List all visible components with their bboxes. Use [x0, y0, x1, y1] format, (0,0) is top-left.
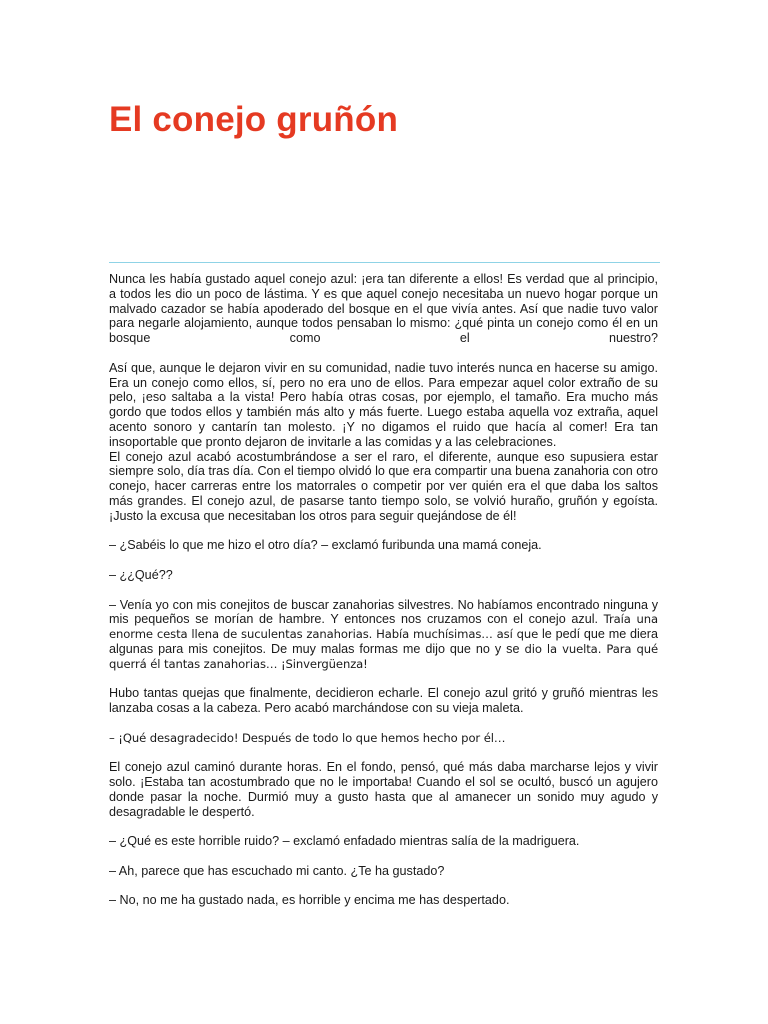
story-body — [109, 272, 658, 923]
paragraph-1: Nunca les había gustado aquel conejo azul: ¡era tan diferente a ellos! Es verdad que al principio, a todos les dio un poco de lástima. Y es que aquel conejo necesitaba un nuevo hogar porque un malvado cazador se había apoderado del bosque en el que vivía antes. Así que nadie tuvo valor para negarle alojamiento, aunque todos pensaban lo mismo: ¿qué pinta un conejo como él en un bosque como el nuestro? — [109, 272, 658, 346]
dialogue-3-part-1: – Venía yo con mis conejitos de buscar zanahorias silvestres. No habíamos encontrado ninguna y mis pequeños se morían de hambre. Y entonces nos cruzamos con el conejo azul. — [109, 597, 658, 627]
dialogue-5: – ¿Qué es este horrible ruido? – exclamó enfadado mientras salía de la madriguera. — [109, 834, 580, 849]
dialogue-2: – ¿¿Qué?? — [109, 567, 173, 582]
paragraph-2: Así que, aunque le dejaron vivir en su comunidad, nadie tuvo interés nunca en hacerse su amigo. Era un conejo como ellos, sí, pero no era uno de ellos. Para empezar aquel color extraño de su pelo, ¡eso saltaba a la vista! Pero había otras cosas, por ejemplo, el tamaño. Era mucho más gordo que todos ellos y también más alto y más fuerte. Luego estaba aquella voz extraña, aquel acento sonoro y cantarín tan molesto. ¡Y no digamos el ruido que hacía al comer! Era tan insoportable que pronto dejaron de invitarle a las comidas y a las celebraciones. — [109, 360, 658, 449]
paragraph-3: El conejo azul acabó acostumbrándose a ser el raro, el diferente, aunque eso supusiera estar siempre solo, día tras día. Con el tiempo olvidó lo que era compartir una buena zanahoria con otro conejo, hacer carreras entre los matorrales o competir por ver quién era el que daba los saltos más grandes. El conejo azul, de pasarse tanto tiempo solo, se volvió huraño, gruñón y egoísta. ¡Justo la excusa que necesitaban los otros para seguir quejándose de él! — [109, 449, 658, 523]
dialogue-1: – ¿Sabéis lo que me hizo el otro día? – exclamó furibunda una mamá coneja. — [109, 538, 542, 553]
title-divider — [109, 262, 660, 263]
story-title: El conejo gruñón — [109, 100, 399, 139]
dialogue-3-part-3: le pedí que me diera algunas para mis conejitos. De muy malas formas me dijo que no y se — [109, 627, 658, 656]
dialogue-3-part-2: Traía una enorme cesta llena de suculentas zanahorias. Había muchísimas… así que — [109, 612, 658, 642]
dialogue-3 — [109, 598, 658, 672]
paragraph-4: Hubo tantas quejas que finalmente, decidieron echarle. El conejo azul gritó y gruñó mientras les lanzaba cosas a la cabeza. Pero acabó marchándose con su vieja maleta. — [109, 686, 658, 716]
paragraph-5: El conejo azul caminó durante horas. En el fondo, pensó, qué más daba marcharse lejos y vivir solo. ¡Estaba tan acostumbrado que no le importaba! Cuando el sol se ocultó, buscó un agujero donde pasar la noche. Durmió muy a gusto hasta que al amanecer un sonido muy agudo y desagradable le despertó. — [109, 760, 658, 819]
dialogue-3-part-4: dio la vuelta. Para qué querrá él tantas zanahorias… ¡Sinvergüenza! — [109, 641, 658, 671]
dialogue-4: – ¡Qué desagradecido! Después de todo lo que hemos hecho por él… — [109, 730, 506, 745]
dialogue-6: – Ah, parece que has escuchado mi canto. ¿Te ha gustado? — [109, 863, 445, 878]
dialogue-7: – No, no me ha gustado nada, es horrible y encima me has despertado. — [109, 893, 510, 908]
